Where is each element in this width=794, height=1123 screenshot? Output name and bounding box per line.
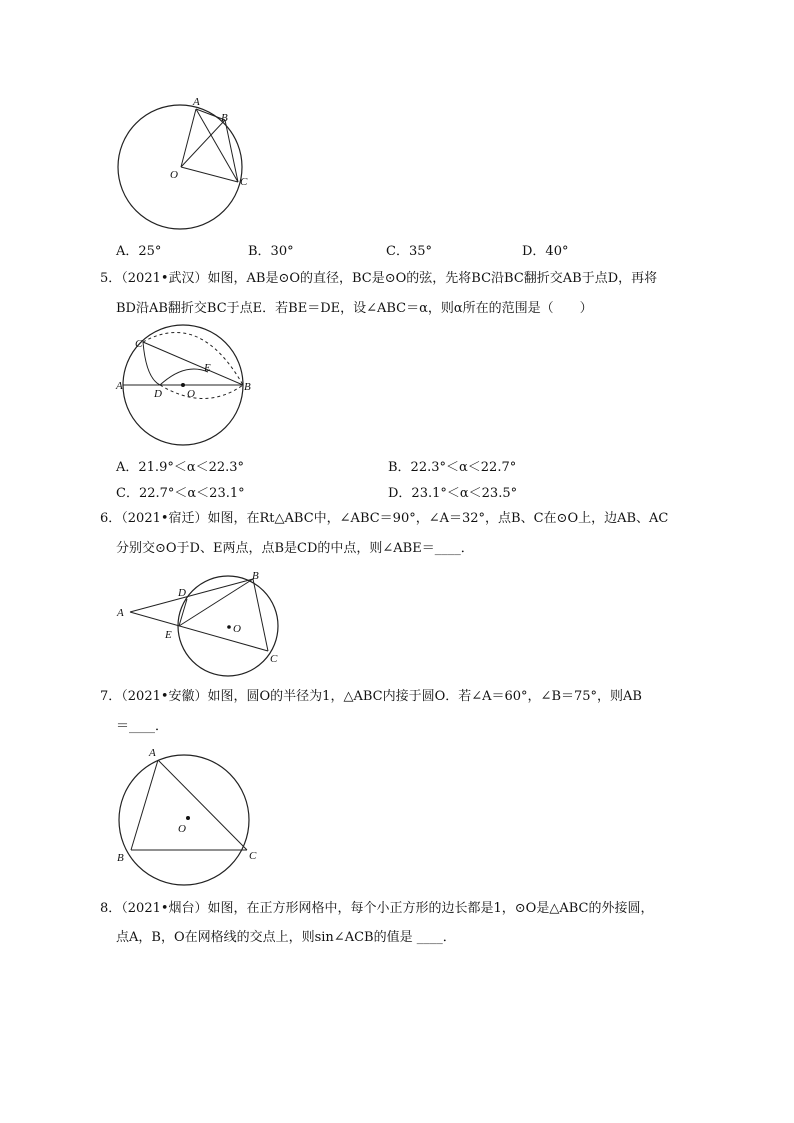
q5-option-d: D．23.1°＜α＜23.5° bbox=[388, 486, 518, 501]
q6-label-E: E bbox=[165, 629, 172, 641]
q4-label-O: O bbox=[170, 169, 178, 181]
q5-option-a: A．21.9°＜α＜22.3° bbox=[116, 460, 245, 475]
q4-label-B: B bbox=[221, 112, 228, 124]
q6-question-line1: 6．（2021•宿迁）如图，在Rt△ABC中，∠ABC＝90°，∠A＝32°，点B、C在⊙O上，边AB、AC bbox=[100, 511, 669, 526]
q6-label-A: A bbox=[117, 607, 124, 619]
q6-question-line2: 分别交⊙O于D、E两点，点B是CD的中点，则∠ABE＝____． bbox=[116, 541, 474, 556]
q4-label-A: A bbox=[193, 96, 200, 108]
q7-label-O: O bbox=[178, 823, 186, 835]
q7-label-C: C bbox=[249, 850, 257, 862]
q7-center-dot bbox=[186, 816, 190, 820]
q5-label-O: O bbox=[187, 388, 195, 400]
q5-question-line1: 5．（2021•武汉）如图，AB是⊙O的直径，BC是⊙O的弦，先将BC沿BC翻折交AB于点D，再将 bbox=[100, 271, 658, 286]
q7-label-B: B bbox=[117, 852, 124, 864]
q7-segment-AC bbox=[158, 760, 247, 850]
q5-label-D: D bbox=[154, 388, 162, 400]
q4-option-b: B．30° bbox=[248, 244, 294, 259]
q4-option-c: C．35° bbox=[386, 244, 432, 259]
q8-question-line2: 点A，B，O在网格线的交点上，则sin∠ACB的值是 ____． bbox=[116, 930, 456, 945]
q6-label-D: D bbox=[178, 587, 186, 599]
q6-label-C: C bbox=[270, 653, 278, 665]
q5-label-B: B bbox=[244, 381, 251, 393]
q7-label-A: A bbox=[149, 747, 156, 759]
q6-label-O: O bbox=[233, 623, 241, 635]
q5-option-c: C．22.7°＜α＜23.1° bbox=[116, 486, 245, 501]
q7-question-line1: 7．（2021•安徽）如图，圆O的半径为1，△ABC内接于圆O．若∠A＝60°，∠B＝75°，则AB bbox=[100, 689, 642, 704]
q5-label-C: C bbox=[135, 338, 143, 350]
q5-label-E: E bbox=[204, 362, 211, 374]
q6-label-B: B bbox=[252, 570, 259, 582]
q5-question-line2: BD沿AB翻折交BC于点E．若BE＝DE，设∠ABC＝α，则α所在的范围是（ ） bbox=[116, 301, 593, 316]
q5-label-A: A bbox=[116, 380, 123, 392]
q7-question-line2: ＝____． bbox=[116, 719, 169, 734]
q5-option-b: B．22.3°＜α＜22.7° bbox=[388, 460, 517, 475]
q4-option-d: D．40° bbox=[522, 244, 569, 259]
q7-circle bbox=[119, 755, 249, 885]
q8-question-line1: 8．（2021•烟台）如图，在正方形网格中，每个小正方形的边长都是1，⊙O是△ABC的外接圆， bbox=[100, 901, 654, 916]
q7-segment-AB bbox=[131, 760, 158, 850]
q4-option-a: A．25° bbox=[116, 244, 162, 259]
q4-label-C: C bbox=[240, 176, 248, 188]
